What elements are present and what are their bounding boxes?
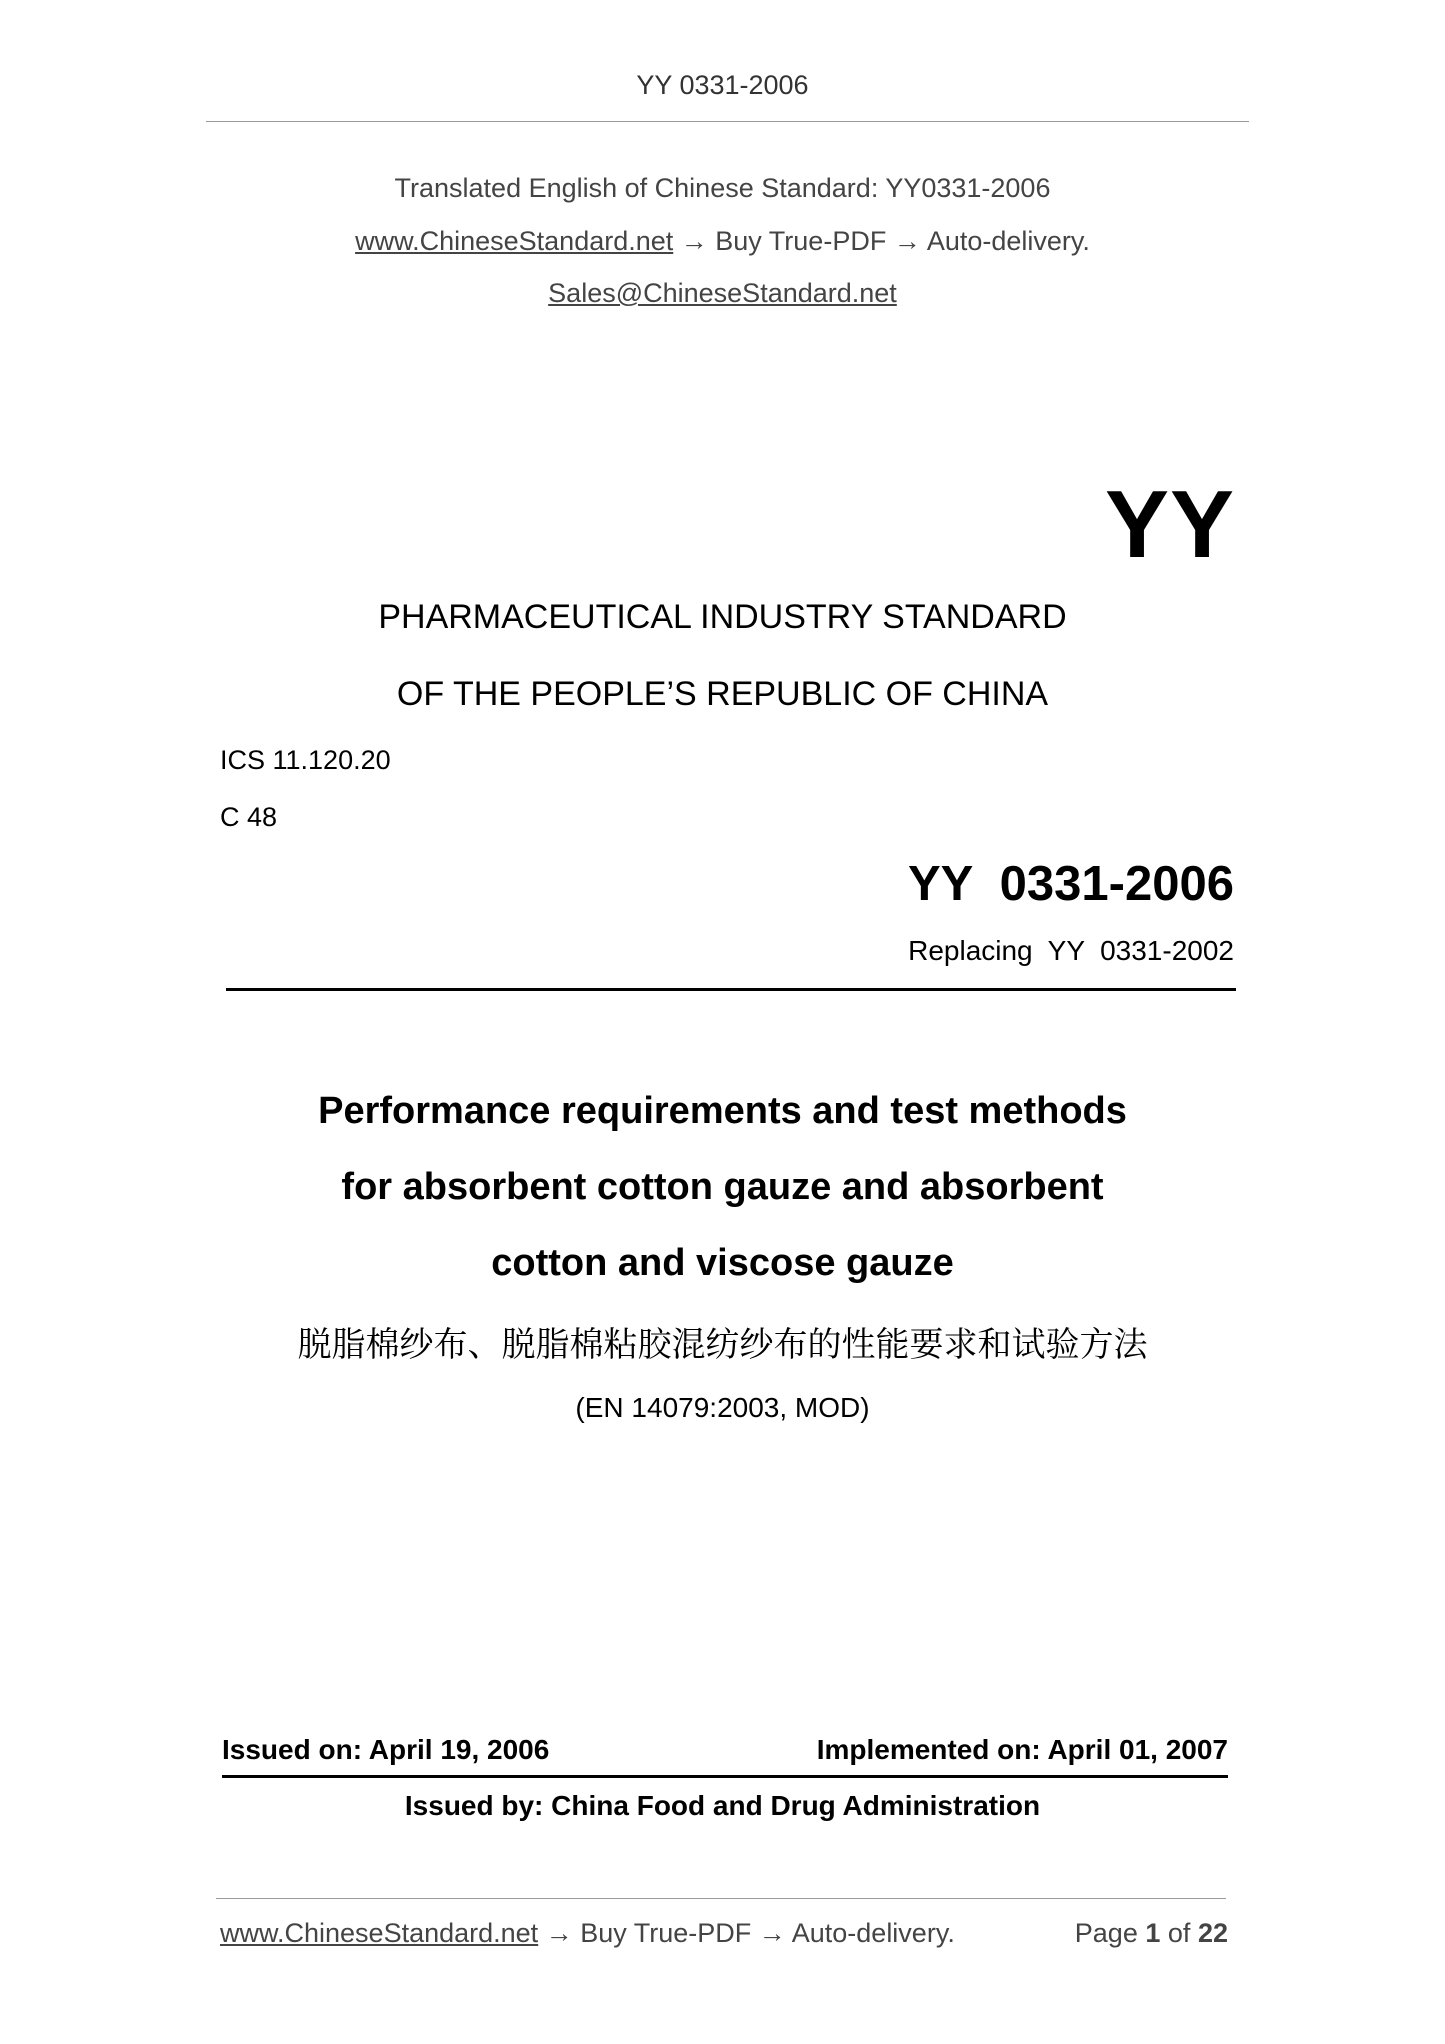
footer-purchase-notice <box>220 1918 955 1949</box>
replacing-standard: Replacing YY 0331-2002 <box>908 935 1234 966</box>
of-label: of <box>1167 1918 1191 1948</box>
sales-contact <box>0 278 1445 309</box>
translation-notice: Translated English of Chinese Standard: YY0331-2006 <box>394 173 1051 203</box>
standard-number: YY 0331-2006 <box>907 857 1234 911</box>
implemented-date: Implemented on: April 01, 2007 <box>816 1734 1228 1765</box>
page-number: 1 <box>1145 1918 1161 1948</box>
standard-type-line-2: OF THE PEOPLE’S REPUBLIC OF CHINA <box>396 675 1049 713</box>
running-header: YY 0331-2006 <box>636 70 809 100</box>
adoption-reference: (EN 14079:2003, MOD) <box>575 1392 870 1423</box>
purchase-text: → Buy True-PDF → Auto-delivery. <box>673 226 1090 256</box>
cover-divider <box>226 988 1236 991</box>
page-indicator <box>1075 1918 1228 1949</box>
footer-site-link[interactable]: www.ChineseStandard.net <box>220 1918 539 1948</box>
chinese-title: 脱脂棉纱布、脱脂棉粘胶混纺纱布的性能要求和试验方法 <box>297 1325 1148 1365</box>
page-label: Page <box>1074 1918 1138 1948</box>
title-line-1: Performance requirements and test methods <box>318 1090 1127 1132</box>
title-line-3: cotton and viscose gauze <box>491 1242 954 1284</box>
standard-category-mark: YY <box>1104 471 1235 578</box>
ics-code: ICS 11.120.20 <box>220 745 391 775</box>
footer-purchase-text: → Buy True-PDF → Auto-delivery. <box>538 1918 955 1948</box>
footer-divider <box>216 1898 1226 1899</box>
ccs-code: C 48 <box>220 802 278 832</box>
purchase-notice <box>0 226 1445 257</box>
issued-date: Issued on: April 19, 2006 <box>222 1734 550 1765</box>
sales-email-link[interactable]: Sales@ChineseStandard.net <box>548 278 897 308</box>
issue-divider <box>222 1775 1228 1778</box>
header-divider <box>206 121 1249 122</box>
title-line-2: for absorbent cotton gauze and absorbent <box>341 1166 1104 1208</box>
page-total: 22 <box>1197 1918 1228 1948</box>
standard-type-line-1: PHARMACEUTICAL INDUSTRY STANDARD <box>378 598 1067 636</box>
site-link[interactable]: www.ChineseStandard.net <box>355 226 674 256</box>
issuing-authority: Issued by: China Food and Drug Administration <box>404 1790 1041 1821</box>
